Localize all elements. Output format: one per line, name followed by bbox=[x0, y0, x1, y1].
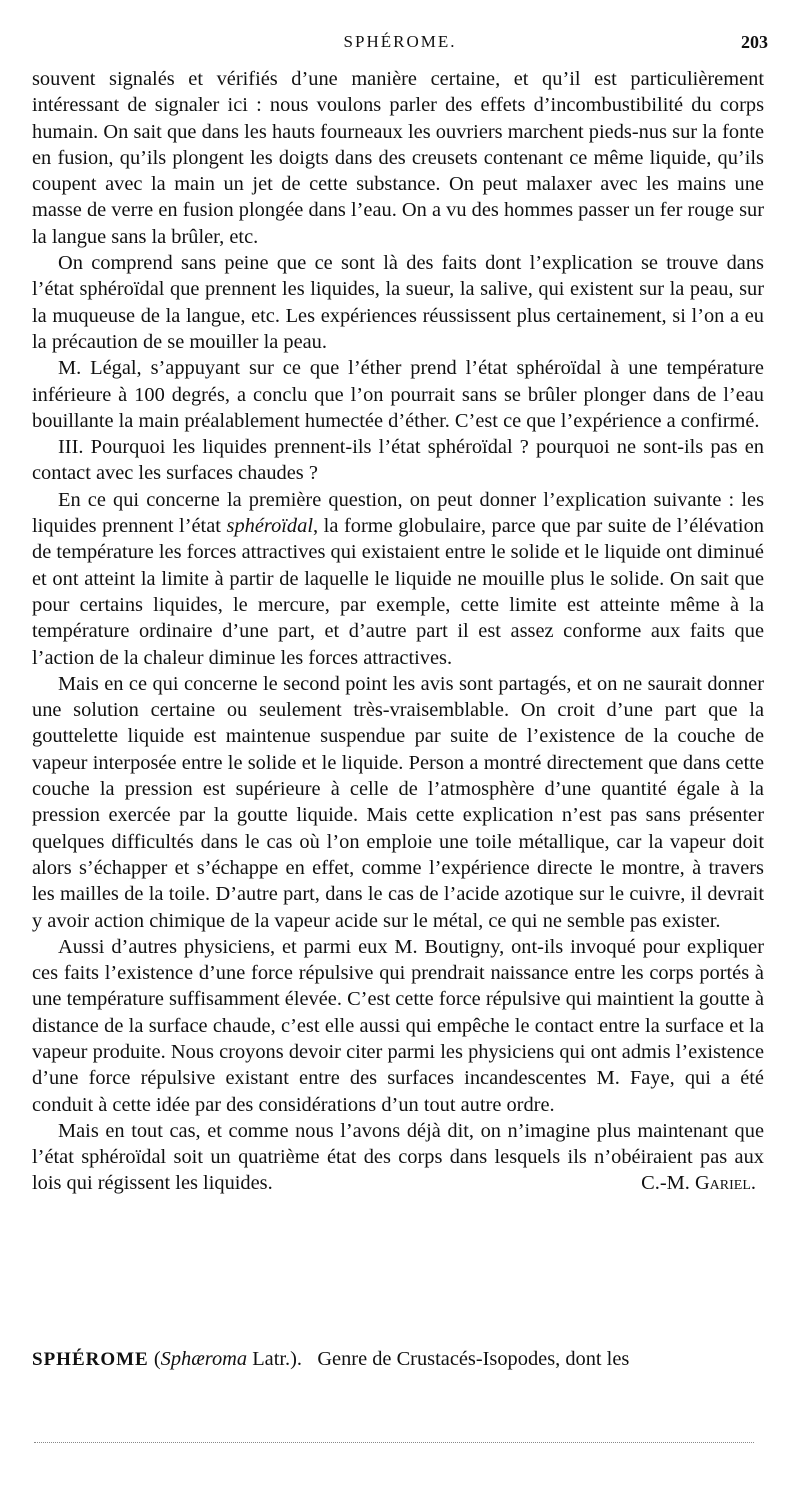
paragraph-7: Aussi d’autres physiciens, et parmi eux M. Boutigny, ont-ils invoqué pour expliquer ces faits l’existence d’une force répulsive qui prendrait naissance entre les corps portés à une température suffisamment élevée. C’est cette force répulsive qui maintient la goutte à distance de la surface chaude, c’est elle aussi qui empêche le contact entre la surface et la vapeur produite. Nous croyons devoir citer parmi les physiciens qui ont admis l’existence d’une force répulsive existant entre des surfaces incandescentes M. Faye, qui a été conduit à cette idée par des considérations d’un tout autre ordre. bbox=[32, 935, 764, 1116]
author-signature: C.-M. Gariel. bbox=[641, 1172, 756, 1195]
entry-authority: Latr.). bbox=[247, 1348, 303, 1370]
faded-bottom-line bbox=[34, 1438, 754, 1443]
dictionary-entry bbox=[32, 1346, 764, 1373]
paragraph-5-start: En ce qui concerne la première question, on peut donner l’explication suivante : les liquides prennent l’état bbox=[32, 488, 764, 538]
paragraph-5-end: , la forme globulaire, parce que par suite de l’élévation de température les forces attractives qui existaient entre le solide et le liquide ont diminué et ont atteint la limite à partir de laquelle le liquide ne mouille plus le solide. On sait que pour certains liquides, le mercure, par exemple, cette limite est atteinte même à la température ordinaire d’une part, et d’autre part il est assez conforme aux faits que l’action de la chaleur diminue les forces attractives. bbox=[32, 515, 764, 669]
entry-headword: SPHÉROME bbox=[32, 1349, 149, 1370]
entry-open-paren: ( bbox=[148, 1348, 161, 1370]
body-text bbox=[32, 66, 764, 1197]
paragraph-8-text: Mais en tout cas, et comme nous l’avons déjà dit, on n’imagine plus maintenant que l’état sphéroïdal soit un quatrième état des corps dans lesquels ils n’obéiraient pas aux lois qui régissent les liquides. bbox=[32, 1119, 764, 1195]
entry-latin-name: Sphæroma bbox=[160, 1348, 248, 1370]
running-title: SPHÉROME. bbox=[343, 32, 457, 51]
paragraph-3: M. Légal, s’appuyant sur ce que l’éther prend l’état sphéroïdal à une température inférieure à 100 degrés, a conclu que l’on pourrait sans se brûler plonger dans de l’eau bouillante la main préalablement humectée d’éther. C’est ce que l’expérience a confirmé. bbox=[32, 357, 764, 432]
paragraph-2: On comprend sans peine que ce sont là des faits dont l’explication se trouve dans l’état sphéroïdal que prennent les liquides, la sueur, la salive, qui existent sur la peau, sur la muqueuse de la langue, etc. Les expériences réussissent plus certainement, si l’on a eu la précaution de se mouiller la peau. bbox=[32, 252, 764, 353]
paragraph-4: III. Pourquoi les liquides prennent-ils l’état sphéroïdal ? pourquoi ne sont-ils pas en contact avec les surfaces chaudes ? bbox=[32, 436, 764, 485]
paragraph-1: souvent signalés et vérifiés d’une manière certaine, et qu’il est particulièrement intéressant de signaler ici : nous voulons parler des effets d’incombustibilité du corps humain. On sait que dans les hauts fourneaux les ouvriers marchent pieds-nus sur la fonte en fusion, qu’ils plongent les doigts dans des creusets contenant ce même liquide, qu’ils coupent avec la main un jet de cette substance. On peut malaxer avec les mains une masse de verre en fusion plongée dans l’eau. On a vu des hommes passer un fer rouge sur la langue sans la brûler, etc. bbox=[32, 68, 764, 248]
paragraph-5 bbox=[32, 487, 764, 671]
page-number: 203 bbox=[741, 32, 768, 52]
paragraph-8 bbox=[32, 1118, 764, 1197]
running-head bbox=[32, 28, 768, 60]
paragraph-6: Mais en ce qui concerne le second point les avis sont partagés, et on ne saurait donner une solution certaine ou seulement très-vraisemblable. On croit d’une part que la gouttelette liquide est maintenue suspendue par suite de l’existence de la couche de vapeur interposée entre le solide et le liquide. Person a montré directement que dans cette couche la pression est supérieure à celle de l’atmosphère d’une quantité égale à la pression exercée par la goutte liquide. Mais cette explication n’est pas sans présenter quelques difficultés dans le cas où l’on emploie une toile métallique, car la vapeur doit alors s’échapper et s’échappe en effet, comme l’expérience directe le montre, à travers les mailles de la toile. D’autre part, dans le cas de l’acide azotique sur le cuivre, il devrait y avoir action chimique de la vapeur acide sur le métal, ce qui ne semble pas exister. bbox=[32, 672, 764, 932]
italic-term: sphéroïdal bbox=[226, 515, 313, 538]
entry-definition: Genre de Crustacés-Isopodes, dont les bbox=[302, 1348, 630, 1370]
